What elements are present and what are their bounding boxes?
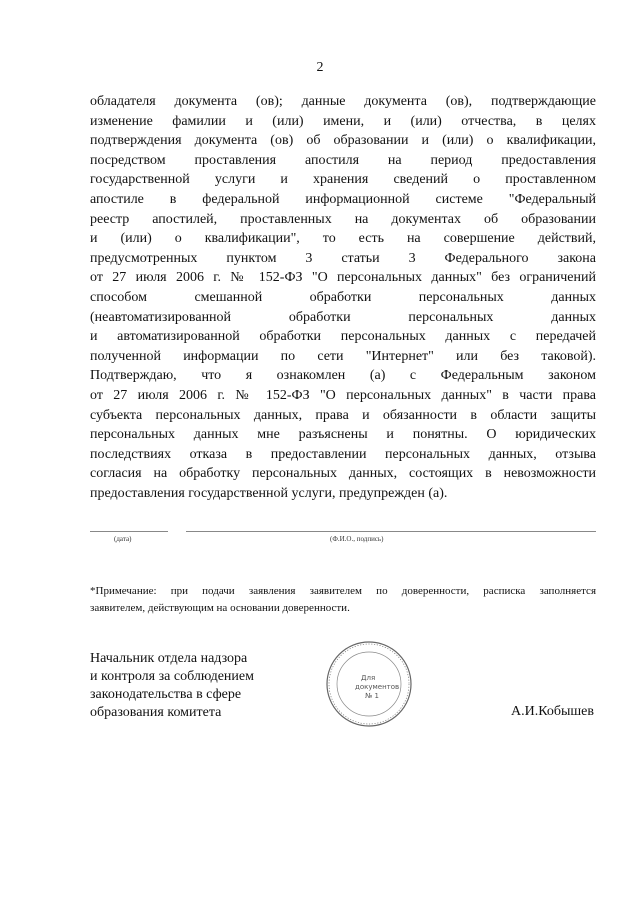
footnote-line: заявителем, действующим на основании доверенности. bbox=[90, 602, 350, 614]
consent-body-text bbox=[90, 92, 596, 503]
body-line: реестр апостилей, проставленных на документах об образовании bbox=[90, 211, 596, 227]
body-line: последствиях отказа в предоставлении персональных данных, отзыва bbox=[90, 446, 596, 462]
footnote bbox=[90, 583, 596, 617]
date-caption: (дата) bbox=[114, 535, 132, 543]
body-line: обладателя документа (ов); данные документа (ов), подтверждающие bbox=[90, 94, 596, 109]
date-signature-line bbox=[90, 531, 168, 532]
name-signature-line bbox=[186, 531, 596, 532]
body-line: согласия на обработку персональных данных, состоящих в невозможности bbox=[90, 466, 596, 482]
body-line: государственной услуги и хранения сведений о проставленном bbox=[90, 172, 596, 188]
body-line: от 27 июля 2006 г. № 152-ФЗ "О персональных данных" в части права bbox=[90, 387, 596, 403]
body-line: Подтверждаю, что я ознакомлен (а) с Федеральным законом bbox=[90, 368, 596, 384]
body-line: (неавтоматизированной обработки персональных данных bbox=[90, 309, 596, 325]
stamp-text-3: № 1 bbox=[365, 692, 379, 700]
body-line: способом смешанной обработки персональных данных bbox=[90, 289, 596, 305]
body-line: предоставления государственной услуги, предупрежден (а). bbox=[90, 485, 448, 501]
body-line: посредством проставления апостиля на период предоставления bbox=[90, 152, 596, 168]
body-line: субъекта персональных данных, права и обязанности в области защиты bbox=[90, 407, 596, 423]
page-number: 2 bbox=[316, 60, 324, 75]
body-line: персональных данных мне разъяснены и понятны. О юридических bbox=[90, 427, 596, 443]
body-line: полученной информации по сети "Интернет" или без таковой). bbox=[90, 348, 596, 364]
body-line: предусмотренных пунктом 3 статьи 3 Федерального закона bbox=[90, 250, 596, 266]
position-line: образования комитета bbox=[90, 705, 222, 720]
position-line: Начальник отдела надзора bbox=[90, 651, 248, 666]
signature-row bbox=[90, 531, 596, 551]
stamp-text-2: документов bbox=[355, 683, 400, 691]
signer-position bbox=[90, 650, 254, 722]
body-line: и автоматизированной обработки персональных данных с передачей bbox=[90, 329, 596, 345]
official-stamp-icon bbox=[325, 640, 413, 728]
body-line: апостиле в федеральной информационной системе "Федеральный bbox=[90, 191, 596, 207]
body-line: изменение фамилии и (или) имени, и (или) отчества, в целях bbox=[90, 113, 596, 129]
position-line: и контроля за соблюдением bbox=[90, 669, 254, 684]
body-line: подтверждения документа (ов) об образовании и (или) о квалификации, bbox=[90, 133, 596, 149]
body-line: и (или) о квалификации", то есть на совершение действий, bbox=[90, 231, 596, 247]
name-caption: (Ф.И.О., подпись) bbox=[330, 535, 384, 543]
signer-name: А.И.Кобышев bbox=[511, 704, 594, 719]
body-line: от 27 июля 2006 г. № 152-ФЗ "О персональных данных" без ограничений bbox=[90, 270, 596, 286]
stamp-text-1: Для bbox=[361, 674, 376, 682]
position-line: законодательства в сфере bbox=[90, 687, 242, 702]
footnote-line: *Примечание: при подачи заявления заявителем по доверенности, расписка заполняется bbox=[90, 585, 596, 597]
